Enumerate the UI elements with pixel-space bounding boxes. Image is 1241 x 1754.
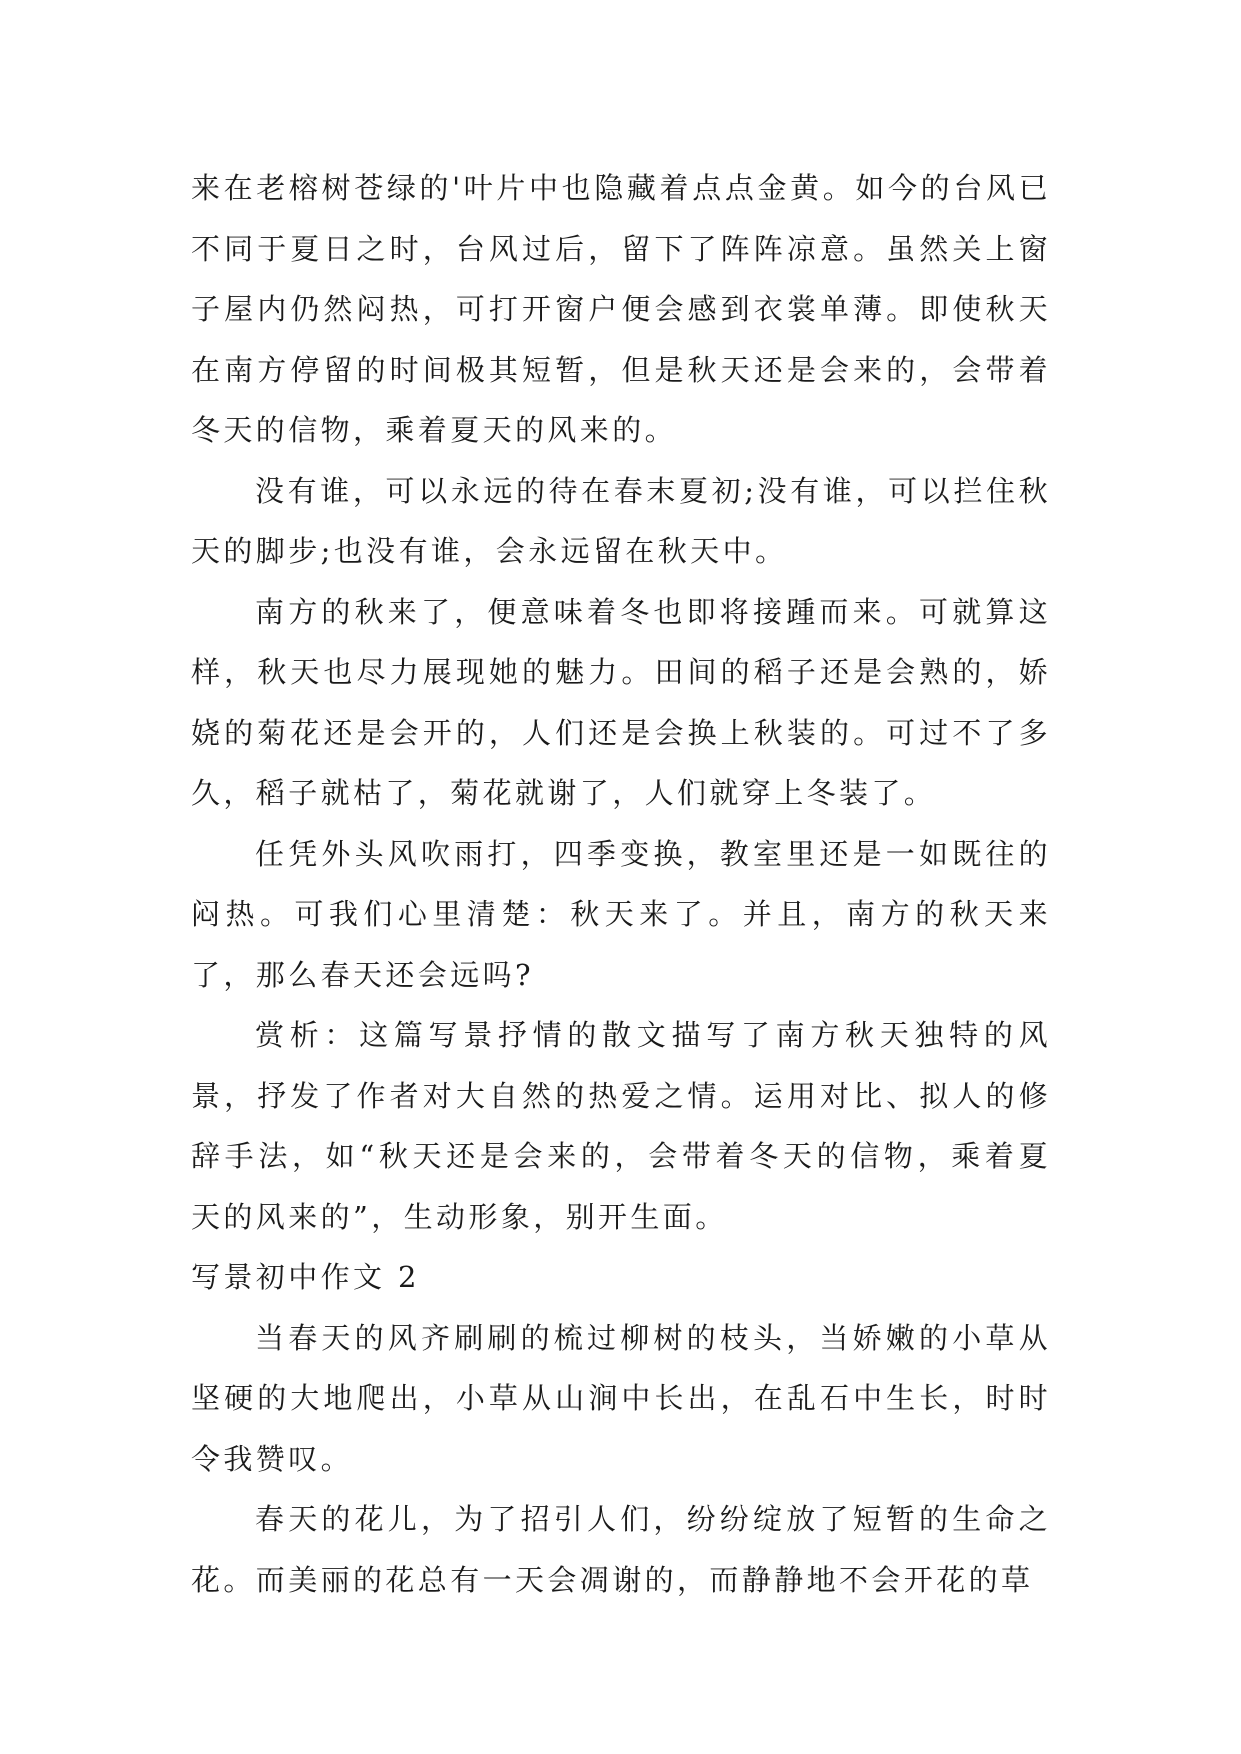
paragraph: 没有谁，可以永远的待在春末夏初;没有谁，可以拦住秋天的脚步;也没有谁，会永远留在秋天中。 bbox=[191, 473, 1051, 568]
document-body bbox=[191, 158, 1051, 1610]
section-title: 写景初中作文 2 bbox=[191, 1260, 420, 1294]
paragraph: 春天的花儿，为了招引人们，纷纷绽放了短暂的生命之花。而美丽的花总有一天会凋谢的，而静静地不会开花的草 bbox=[191, 1502, 1051, 1597]
paragraph: 当春天的风齐刷刷的梳过柳树的枝头，当娇嫩的小草从坚硬的大地爬出，小草从山涧中长出，在乱石中生长，时时令我赞叹。 bbox=[191, 1320, 1051, 1476]
paragraph-continued: 来在老榕树苍绿的'叶片中也隐藏着点点金黄。如今的台风已不同于夏日之时，台风过后，留下了阵阵凉意。虽然关上窗子屋内仍然闷热，可打开窗户便会感到衣裳单薄。即使秋天在南方停留的时间极其短暂，但是秋天还是会来的，会带着冬天的信物，乘着夏天的风来的。 bbox=[191, 171, 1051, 447]
paragraph-commentary: 赏析：这篇写景抒情的散文描写了南方秋天独特的风景，抒发了作者对大自然的热爱之情。运用对比、拟人的修辞手法，如“秋天还是会来的，会带着冬天的信物，乘着夏天的风来的”，生动形象，别开生面。 bbox=[191, 1018, 1051, 1234]
paragraph: 南方的秋来了，便意味着冬也即将接踵而来。可就算这样，秋天也尽力展现她的魅力。田间的稻子还是会熟的，娇娆的菊花还是会开的，人们还是会换上秋装的。可过不了多久，稻子就枯了，菊花就谢了，人们就穿上冬装了。 bbox=[191, 594, 1051, 810]
paragraph: 任凭外头风吹雨打，四季变换，教室里还是一如既往的闷热。可我们心里清楚：秋天来了。并且，南方的秋天来了，那么春天还会远吗? bbox=[191, 836, 1051, 992]
